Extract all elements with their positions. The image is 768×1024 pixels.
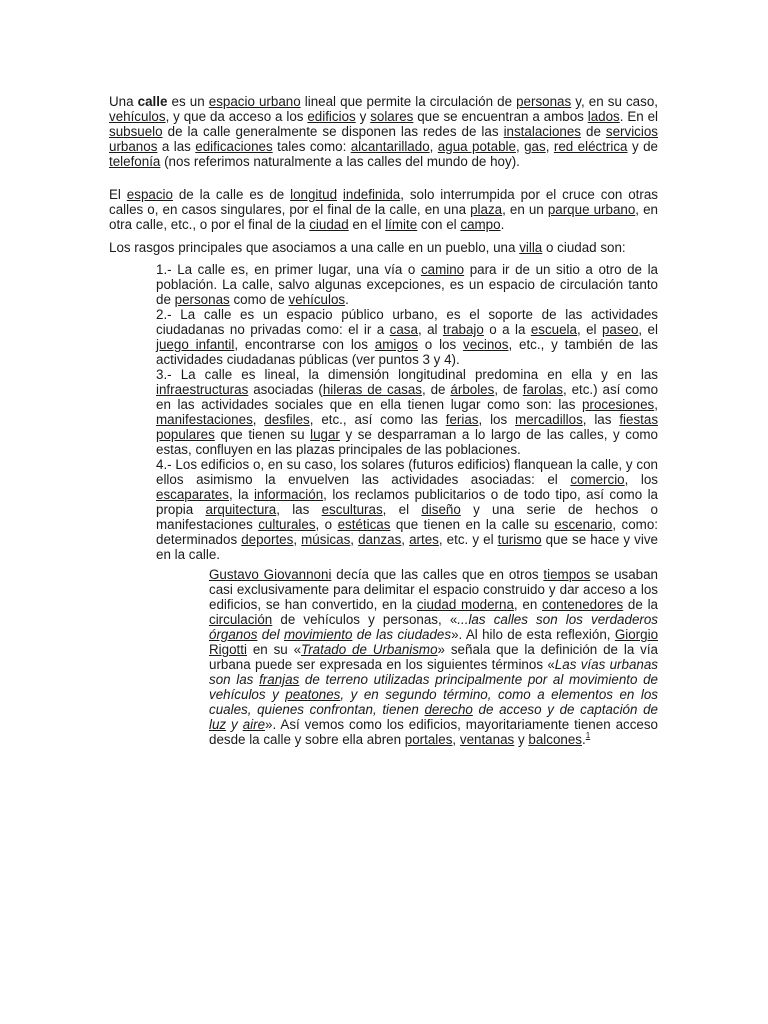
text-run: .	[500, 217, 505, 232]
text-run: que se encuentran a ambos	[413, 109, 588, 124]
hyperlink[interactable]: camino	[420, 262, 465, 277]
text-run: Una	[109, 94, 138, 109]
text-run: del	[257, 627, 284, 642]
hyperlink[interactable]: información	[253, 487, 324, 502]
text-run: ,	[350, 532, 359, 547]
text-run: , las	[582, 412, 620, 427]
hyperlink[interactable]: balcones	[528, 732, 582, 747]
text-run: ,	[545, 139, 554, 154]
text-run: que tienen su	[214, 427, 311, 442]
text-run: y	[355, 109, 371, 124]
text-run: y, en su caso,	[571, 94, 658, 109]
hyperlink[interactable]: telefonía	[109, 154, 161, 169]
hyperlink[interactable]: espacio urbano	[208, 94, 301, 109]
hyperlink[interactable]: lados	[587, 109, 620, 124]
hyperlink[interactable]: diseño	[421, 502, 461, 517]
text-run: se usaban casi exclusivamente para delimitar el espacio construido y dar acceso a los edificios, se han convertido, en la	[209, 567, 658, 612]
hyperlink[interactable]: paseo	[601, 322, 639, 337]
text-run: ,	[452, 732, 460, 747]
text-run: , en otra calle, etc., o por el final de la	[109, 202, 658, 232]
text-run: en su «	[246, 642, 302, 657]
text-run: , los	[478, 412, 516, 427]
hyperlink[interactable]: arquitectura	[205, 502, 277, 517]
hyperlink[interactable]: juego infantil	[156, 337, 235, 352]
text-run: o los	[417, 337, 464, 352]
text-run: , etc., así como las	[309, 412, 446, 427]
list-item	[156, 367, 658, 457]
text-run: y	[514, 732, 529, 747]
hyperlink[interactable]: Gustavo Giovannoni	[209, 567, 332, 582]
text-run: 4.- Los edificios o, en su caso, los solares (futuros edificios) flanquean la calle, y con ellos asimismo la envuelven las actividades asociadas: el	[156, 457, 658, 487]
text-run: , o	[315, 517, 338, 532]
hyperlink[interactable]: movimiento	[283, 627, 353, 642]
text-run: , como: determinados	[156, 517, 658, 547]
text-run: con el	[417, 217, 461, 232]
hyperlink[interactable]: lugar	[310, 427, 340, 442]
text-run: a las	[157, 139, 196, 154]
text-run: ». Al hilo de esta reflexión,	[451, 627, 615, 642]
hyperlink[interactable]: aire	[242, 717, 266, 732]
text-run: , el	[576, 322, 602, 337]
text-run: y de	[627, 139, 658, 154]
hyperlink[interactable]: circulación	[209, 612, 273, 627]
hyperlink[interactable]: farolas	[522, 382, 563, 397]
block-quote	[209, 567, 658, 747]
hyperlink[interactable]: plaza	[470, 202, 503, 217]
hyperlink[interactable]: fiestas populares	[156, 412, 659, 442]
hyperlink[interactable]: deportes	[241, 532, 294, 547]
hyperlink[interactable]: alcantarillado	[350, 139, 430, 154]
text-run: , la	[228, 487, 254, 502]
hyperlink[interactable]: instalaciones	[503, 124, 581, 139]
features-list	[156, 262, 658, 562]
hyperlink[interactable]: edificaciones	[195, 139, 273, 154]
text-run: 2.- La calle es un espacio público urbano, es el soporte de las actividades ciudadanas no privadas como: el ir a	[156, 307, 658, 337]
text-run: de la calle es de	[172, 187, 291, 202]
text-run: ...las calles son los verdaderos	[457, 612, 658, 627]
hyperlink[interactable]: culturales	[258, 517, 316, 532]
paragraph-space	[109, 187, 658, 232]
hyperlink[interactable]: edificios	[307, 109, 356, 124]
text-run: como de	[229, 292, 289, 307]
text-run: decía que las calles que en otros	[331, 567, 544, 582]
hyperlink[interactable]: derecho	[424, 702, 473, 717]
text-run: asociadas (	[248, 382, 323, 397]
text-run: , los	[624, 472, 659, 487]
text-run: 3.- La calle es lineal, la dimensión longitudinal predomina en ella y en las	[156, 367, 658, 382]
hyperlink[interactable]: vehículos	[109, 109, 166, 124]
text-run: de vehículos y personas, «	[272, 612, 458, 627]
text-run: , en un	[502, 202, 548, 217]
text-run: de la calle generalmente se disponen las redes de las	[162, 124, 504, 139]
hyperlink[interactable]: trabajo	[442, 322, 484, 337]
text-run: ,	[515, 139, 525, 154]
text-run: de	[580, 124, 606, 139]
hyperlink[interactable]: contenedores	[542, 597, 624, 612]
paragraph-features-lead	[109, 240, 658, 255]
list-item	[156, 262, 658, 307]
text-run: lineal que permite la circulación de	[300, 94, 517, 109]
text-run: , y que da acceso a los	[165, 109, 308, 124]
hyperlink[interactable]: ventanas	[459, 732, 515, 747]
bold-term: calle	[137, 94, 168, 109]
text-run: Las vías urbanas son las	[209, 657, 658, 687]
hyperlink[interactable]: indefinida	[342, 187, 401, 202]
hyperlink[interactable]: hileras de casas	[322, 382, 422, 397]
hyperlink[interactable]: espacio	[126, 187, 173, 202]
hyperlink[interactable]: franjas	[259, 672, 300, 687]
text-run: o ciudad son:	[542, 240, 626, 255]
text-run: es un	[167, 94, 209, 109]
hyperlink[interactable]: personas	[516, 94, 572, 109]
text-run: , etc. y el	[438, 532, 498, 547]
text-run: y se desparraman a lo largo de las calles, y como estas, confluyen en las plazas principales de las poblaciones.	[156, 427, 658, 457]
hyperlink[interactable]: gas	[524, 139, 546, 154]
text-run: ». Así vemos como los edificios, mayoritariamente tienen acceso desde la calle y sobre ella abren	[209, 717, 658, 747]
hyperlink[interactable]: ciudad moderna	[416, 597, 514, 612]
hyperlink[interactable]: mercadillos	[515, 412, 583, 427]
text-run: y	[226, 717, 243, 732]
hyperlink[interactable]: desfiles	[264, 412, 310, 427]
text-run: ,	[252, 412, 265, 427]
text-run: y una serie de hechos o manifestaciones	[156, 502, 658, 532]
hyperlink[interactable]: tiempos	[543, 567, 591, 582]
hyperlink[interactable]: turismo	[497, 532, 542, 547]
text-run: de acceso y de captación de	[472, 702, 659, 717]
text-run: , solo interrumpida por el cruce con otras calles o, en casos singulares, por el final de la calle, en una	[109, 187, 658, 217]
text-run: que tienen en la calle su	[390, 517, 555, 532]
text-run: , etc.) así como en las actividades sociales que en ella tienen lugar como son: las	[156, 382, 659, 412]
hyperlink[interactable]: parque urbano	[547, 202, 636, 217]
text-run: ,	[293, 532, 302, 547]
text-run: para ir de un sitio a otro de la población. La calle, salvo algunas excepciones, es un espacio de circulación tanto de	[156, 262, 658, 307]
hyperlink[interactable]: peatones	[285, 687, 341, 702]
text-run: ,	[429, 139, 438, 154]
list-item	[156, 307, 658, 367]
hyperlink[interactable]: estéticas	[337, 517, 391, 532]
text-run: de las ciudades	[352, 627, 452, 642]
hyperlink[interactable]: manifestaciones	[156, 412, 253, 427]
text-run: .	[581, 732, 586, 747]
text-run: » señala que la definición de la vía urbana puede ser expresada en los siguientes términos «	[209, 642, 658, 672]
hyperlink[interactable]: casa	[389, 322, 418, 337]
text-run: , etc., y también de las actividades ciudadanas públicas (ver puntos 3 y 4).	[156, 337, 658, 367]
hyperlink[interactable]: ciudad	[309, 217, 349, 232]
text-run: en el	[348, 217, 386, 232]
text-run: o a la	[483, 322, 531, 337]
text-run: (nos referimos naturalmente a las calles del mundo de hoy).	[160, 154, 520, 169]
text-run: , los reclamos publicitarios o de todo tipo, así como la propia	[156, 487, 659, 517]
text-run: , al	[417, 322, 443, 337]
text-run: ,	[401, 532, 410, 547]
hyperlink[interactable]: vecinos	[463, 337, 509, 352]
hyperlink[interactable]: órganos	[209, 627, 258, 642]
hyperlink[interactable]: servicios urbanos	[109, 124, 658, 154]
hyperlink[interactable]: escuela	[530, 322, 577, 337]
text-run: , y en segundo término, como a elementos en los cuales, quienes confrontan, tienen	[209, 687, 658, 717]
text-run: , el	[382, 502, 422, 517]
hyperlink[interactable]: longitud	[290, 187, 338, 202]
paragraph-intro	[109, 94, 658, 169]
hyperlink[interactable]: amigos	[374, 337, 418, 352]
text-run: , las	[276, 502, 322, 517]
text-run: , de	[494, 382, 523, 397]
hyperlink[interactable]: luz	[209, 717, 227, 732]
text-run: El	[109, 187, 127, 202]
text-run: , encontrarse con los	[234, 337, 375, 352]
hyperlink[interactable]: vehículos	[288, 292, 346, 307]
text-run: 1.- La calle es, en primer lugar, una vía o	[156, 262, 421, 277]
hyperlink[interactable]: Giorgio Rigotti	[209, 627, 659, 657]
hyperlink[interactable]: villa	[519, 240, 543, 255]
hyperlink[interactable]: procesiones	[582, 397, 655, 412]
list-item	[156, 457, 658, 562]
hyperlink[interactable]: escenario	[554, 517, 613, 532]
text-run: , el	[638, 322, 658, 337]
text-run: ,	[654, 397, 658, 412]
hyperlink[interactable]: agua potable	[437, 139, 516, 154]
hyperlink[interactable]: infraestructuras	[156, 382, 249, 397]
text-run: .	[345, 292, 349, 307]
text-run: Los rasgos principales que asociamos a una calle en un pueblo, una	[109, 240, 520, 255]
text-run: que se hace y vive en la calle.	[156, 532, 658, 562]
hyperlink[interactable]: 1	[585, 731, 591, 740]
hyperlink[interactable]: límite	[385, 217, 418, 232]
hyperlink[interactable]: red eléctrica	[553, 139, 628, 154]
hyperlink[interactable]: personas	[174, 292, 230, 307]
hyperlink[interactable]: escaparates	[156, 487, 229, 502]
text-run: de terreno utilizadas principalmente por al movimiento de vehículos y	[209, 672, 658, 702]
hyperlink[interactable]: solares	[370, 109, 414, 124]
hyperlink[interactable]: ferias	[445, 412, 479, 427]
hyperlink[interactable]: Tratado de Urbanismo	[301, 642, 438, 657]
text-run: , en	[513, 597, 543, 612]
hyperlink[interactable]: subsuelo	[109, 124, 163, 139]
hyperlink[interactable]: músicas	[301, 532, 351, 547]
text-run: tales como:	[272, 139, 351, 154]
hyperlink[interactable]: campo	[460, 217, 501, 232]
hyperlink[interactable]: esculturas	[321, 502, 383, 517]
text-run: , de	[421, 382, 451, 397]
hyperlink[interactable]: artes	[409, 532, 439, 547]
hyperlink[interactable]: danzas	[358, 532, 402, 547]
hyperlink[interactable]: árboles	[450, 382, 495, 397]
text-run: . En el	[619, 109, 659, 124]
hyperlink[interactable]: portales	[404, 732, 453, 747]
hyperlink[interactable]: comercio	[570, 472, 625, 487]
text-run: de la	[623, 597, 658, 612]
